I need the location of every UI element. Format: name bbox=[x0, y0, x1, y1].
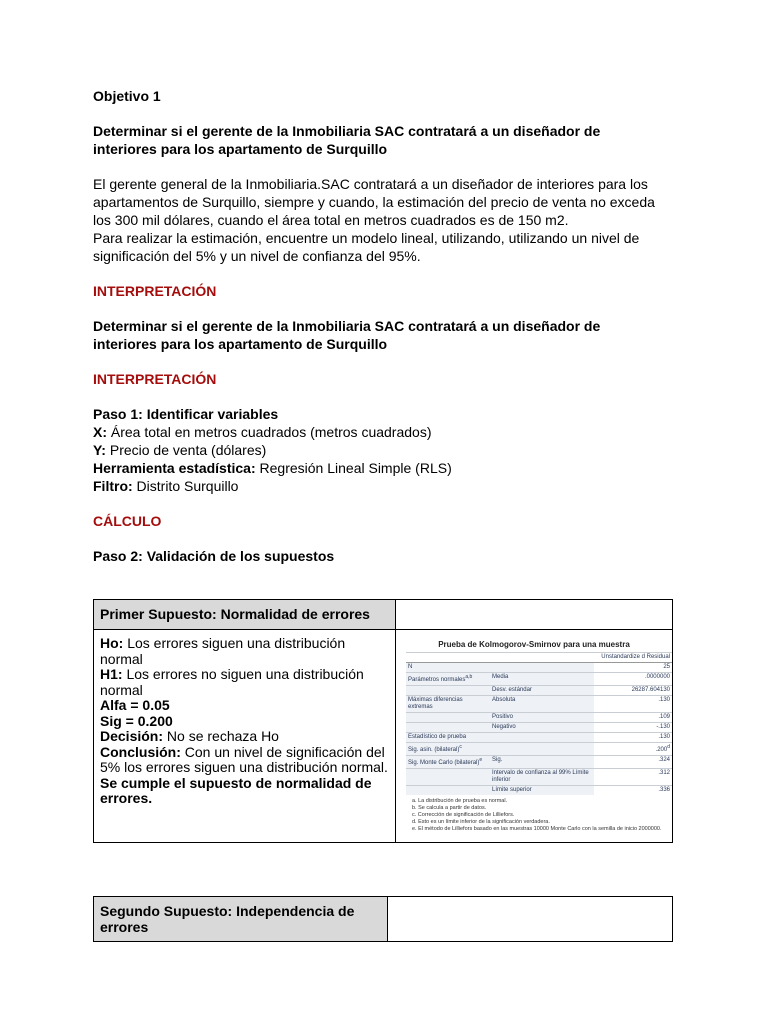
table-row: Límite superior .336 bbox=[406, 786, 672, 796]
intro-line: apartamentos de Surquillo, siempre y cuando, la estimación del precio de venta no exceda bbox=[93, 194, 655, 210]
table-row: Sig. Monte Carlo (bilateral)$^e$ Sig. .324 bbox=[406, 756, 672, 769]
assumption2-header-empty bbox=[388, 897, 673, 942]
step2-title: Paso 2: Validación de los supuestos bbox=[93, 548, 335, 564]
goal-heading-line2: interiores para los apartamento de Surquillo bbox=[93, 141, 388, 157]
variable-x: X: Área total en metros cuadrados (metros cuadrados) bbox=[93, 424, 432, 440]
assumption1-header-empty bbox=[396, 600, 673, 630]
goal-heading-repeat-line2: interiores para los apartamento de Surquillo bbox=[93, 336, 388, 352]
table-row: Desv. estándar 26287.604130 bbox=[406, 686, 672, 696]
step1-title: Paso 1: Identificar variables bbox=[93, 406, 279, 422]
table-row: Intervalo de confianza al 99% Límite inferior .312 bbox=[406, 769, 672, 786]
table-row: Máximas diferencias extremas Absoluta .130 bbox=[406, 696, 672, 713]
table-row: Negativo -.130 bbox=[406, 723, 672, 733]
spss-title: Prueba de Kolmogorov-Smirnov para una muestra bbox=[438, 640, 630, 649]
assumption2-header: Segundo Supuesto: Independencia de errores bbox=[94, 897, 388, 942]
spss-ks-output bbox=[396, 640, 672, 833]
interpretation-heading-2: INTERPRETACIÓN bbox=[93, 371, 217, 387]
variable-y: Y: Precio de venta (dólares) bbox=[93, 442, 267, 458]
statistical-tool: Herramienta estadística: Regresión Lineal Simple (RLS) bbox=[93, 460, 452, 476]
assumption1-analysis: Ho: Los errores siguen una distribución normal H1: Los errores no siguen una distribución normal Alfa = 0.05 Sig = 0.200 Decisión: No se rechaza Ho Conclusión: Con un nivel de significación del 5% los errores siguen una distribución normal. Se cumple el supuesto de normalidad de errores. bbox=[94, 630, 396, 843]
filter: Filtro: Distrito Surquillo bbox=[93, 478, 239, 494]
interpretation-heading: INTERPRETACIÓN bbox=[93, 283, 217, 299]
assumption1-table bbox=[93, 599, 673, 843]
goal-heading-repeat-line1: Determinar si el gerente de la Inmobiliaria SAC contratará a un diseñador de bbox=[93, 318, 601, 334]
objective-title: Objetivo 1 bbox=[93, 88, 161, 104]
goal-heading-line1: Determinar si el gerente de la Inmobiliaria SAC contratará a un diseñador de bbox=[93, 123, 601, 139]
spss-output-cell bbox=[396, 630, 673, 843]
assumption1-header: Primer Supuesto: Normalidad de errores bbox=[94, 600, 396, 630]
table-row: Positivo .109 bbox=[406, 713, 672, 723]
table-row: N 25 bbox=[406, 663, 672, 673]
ks-table bbox=[406, 652, 672, 795]
table-row: Sig. asin. (bilateral)$^c$ .200$^d$ bbox=[406, 743, 672, 756]
spss-notes: a. La distribución de prueba es normal. b. Se calcula a partir de datos. c. Corrección de significación de Lilliefors. d. Esto es un límite inferior de la significación verdadera. e. El método de Lilliefors basado en las muestras 10000 Monte Carlo con la semilla de inicio 2000000. bbox=[412, 798, 662, 832]
calc-heading: CÁLCULO bbox=[93, 513, 162, 529]
intro-line: significación del 5% y un nivel de confianza del 95%. bbox=[93, 248, 421, 264]
intro-line: El gerente general de la Inmobiliaria.SAC contratará a un diseñador de interiores para los bbox=[93, 176, 648, 192]
table-row: Estadístico de prueba .130 bbox=[406, 733, 672, 743]
intro-line: Para realizar la estimación, encuentre un modelo lineal, utilizando, utilizando un nivel de bbox=[93, 230, 640, 246]
ks-col-header: Unstandardize d Residual bbox=[594, 653, 672, 663]
assumption2-table bbox=[93, 896, 673, 942]
table-row: Parámetros normales$^{a,b}$ Media .0000000 bbox=[406, 673, 672, 686]
intro-line: los 300 mil dólares, cuando el área total en metros cuadrados es de 150 m2. bbox=[93, 212, 569, 228]
